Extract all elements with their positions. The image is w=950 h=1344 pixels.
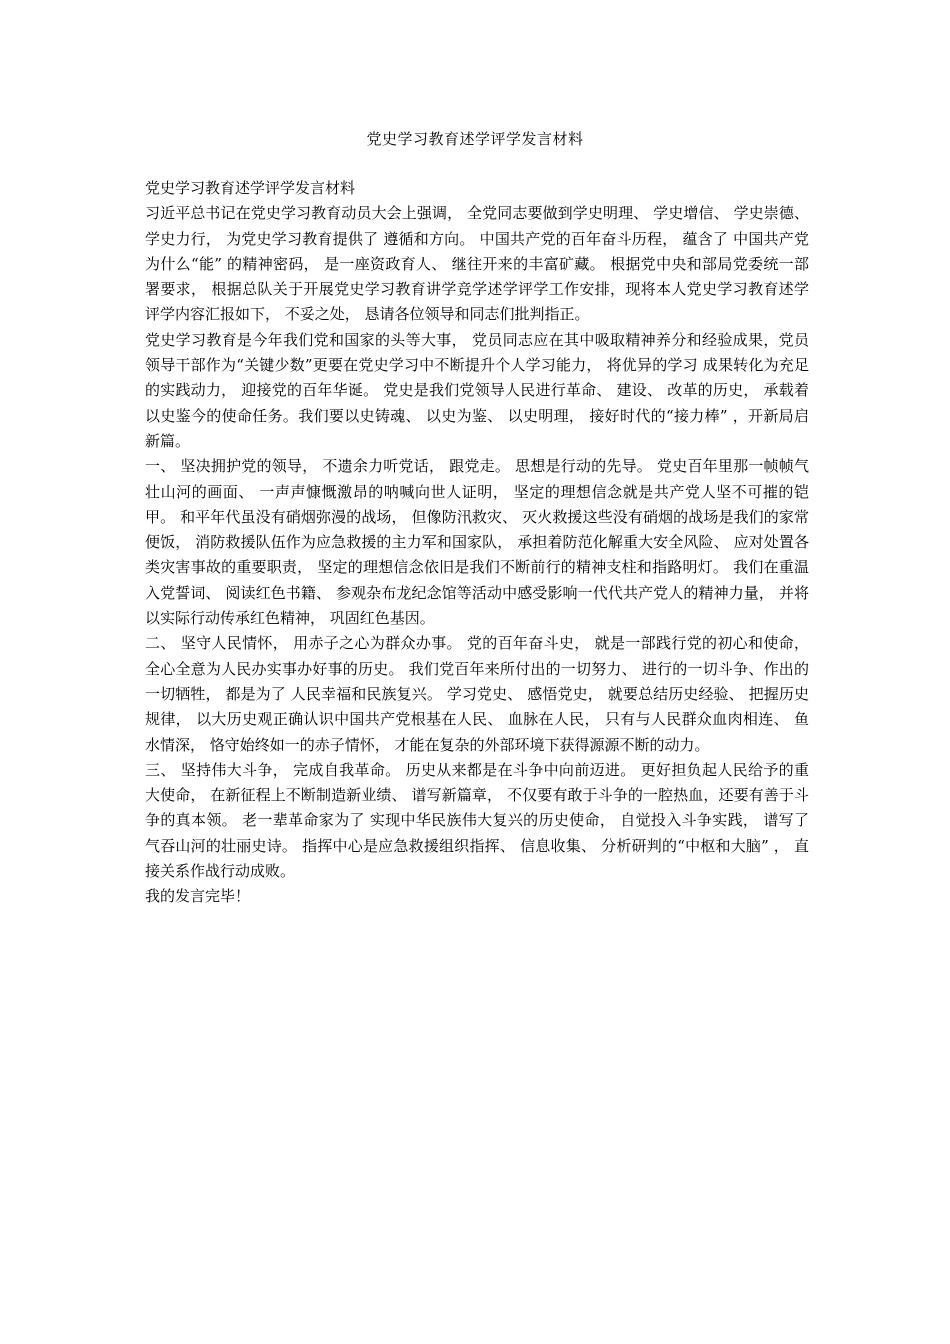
paragraph-section-2: 二、 坚守人民情怀， 用赤子之心为群众办事。 党的百年奋斗史， 就是一部践行党的初心和使命， 全心全意为人民办实事办好事的历史。 我们党百年来所付出的一切努力、 进行的一切斗争、作出的一切牺牲， 都是为了 人民幸福和民族复兴。 学习党史、 感悟党史， 就要总结历史经验、 把握历史规律， 以大历史观正确认识中国共产党根基在人民、 血脉在人民， 只有与人民群众血肉相连、 鱼水情深， 恪守始终如一的赤子情怀， 才能在复杂的外部环境下获得源源不断的动力。	[145, 634, 809, 754]
paragraph-closing: 我的发言完毕！	[145, 887, 251, 906]
paragraph-section-3: 三、 坚持伟大斗争， 完成自我革命。 历史从来都是在斗争中向前迈进。 更好担负起人民给予的重大使命， 在新征程上不断制造新业绩、 谱写新篇章， 不仅要有敢于斗争的一腔热血，还要有善于斗争的真本领。 老一辈革命家为了 实现中华民族伟大复兴的历史使命， 自觉投入斗争实践， 谱写了 气吞山河的壮丽史诗。 指挥中心是应急救援组织指挥、 信息收集、 分析研判的“中枢和大脑” ， 直接关系作战行动成败。	[145, 760, 809, 881]
paragraph-intro: 习近平总书记在党史学习教育动员大会上强调， 全党同志要做到学史明理、 学史增信、 学史崇德、 学史力行， 为党史学习教育提供了 遵循和方向。 中国共产党的百年奋斗历程， 蕴含了 中国共产党为什么“能” 的精神密码， 是一座资政育人、 继往开来的丰富矿藏。 根据党中央和部局党委统一部署要求， 根据总队关于开展党史学习教育讲学竞学述学评学工作安排，现将本人党史学习教育述学评学内容汇报如下， 不妥之处， 恳请各位领导和同志们批判指正。	[145, 204, 809, 324]
document-body	[145, 176, 809, 910]
paragraph-section-1: 一、 坚决拥护党的领导， 不遗余力听党话， 跟党走。 思想是行动的先导。 党史百年里那一帧帧气壮山河的画面、 一声声慷慨激昂的呐喊向世人证明， 坚定的理想信念就是共产党人坚不可摧的铠甲。 和平年代虽没有硝烟弥漫的战场， 但像防汛救灾、 灭火救援这些没有硝烟的战场是我们的家常便饭， 消防救援队伍作为应急救援的主力军和国家队， 承担着防范化解重大安全风险、 应对处置各类灾害事故的重要职责， 坚定的理想信念依旧是我们不断前行的精神支柱和指路明灯。 我们在重温入党誓词、 阅读红色书籍、 参观杂布龙纪念馆等活动中感受影响一代代共产党人的精神力量， 并将以实际行动传承红色精神， 巩固红色基因。	[145, 457, 809, 628]
document-title: 党史学习教育述学评学发言材料	[366, 130, 584, 148]
body-heading: 党史学习教育述学评学发言材料	[145, 179, 356, 197]
paragraph-context: 党史学习教育是今年我们党和国家的头等大事， 党员同志应在其中吸取精神养分和经验成果，党员领导干部作为“关键少数”更要在党史学习中不断提升个人学习能力， 将优异的学习 成果转化为充足的实践动力， 迎接党的百年华诞。 党史是我们党领导人民进行革命、 建设、 改革的历史， 承载着以史鉴今的使命任务。我们要以史铸魂、 以史为鉴、 以史明理， 接好时代的“接力棒” ，开新局启新篇。	[145, 330, 809, 450]
